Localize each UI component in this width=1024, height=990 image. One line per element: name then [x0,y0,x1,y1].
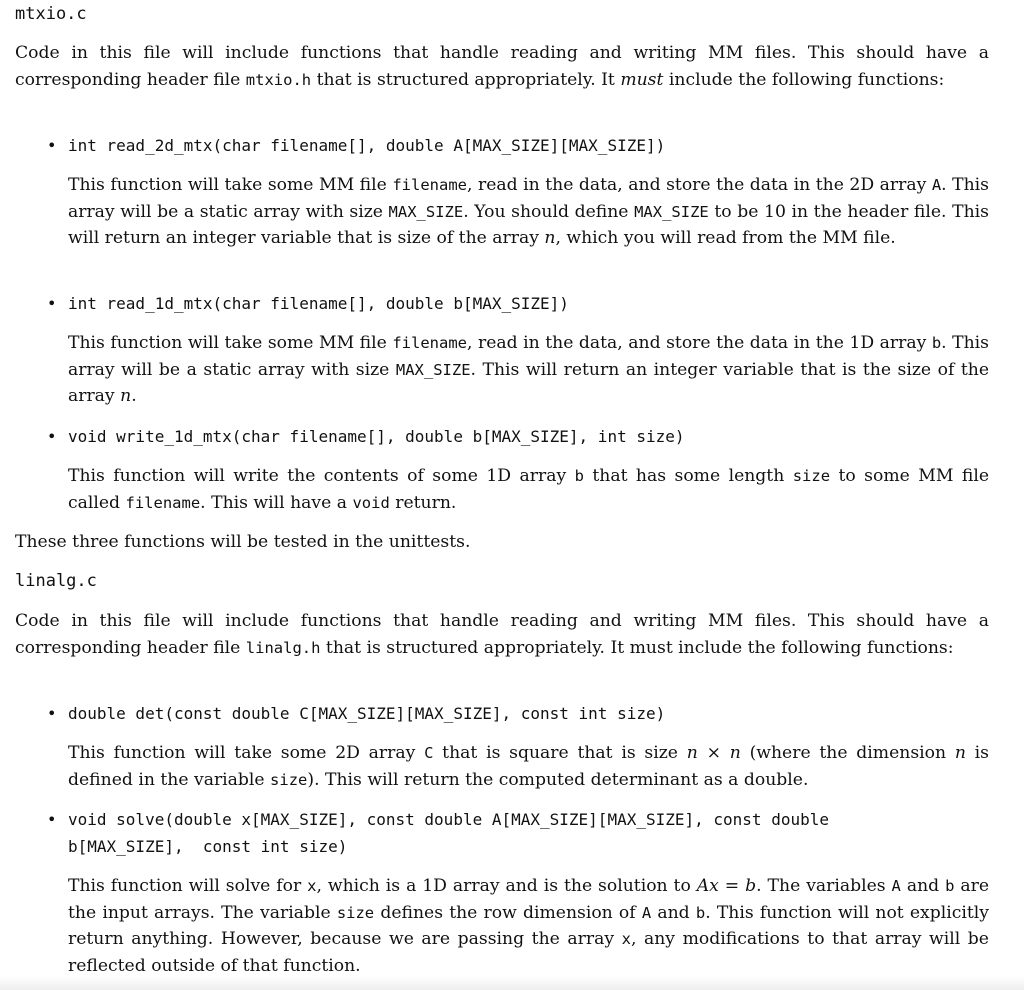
linalg-intro-paragraph: Code in this file will include functions that handle reading and writing MM files. This should have a corresponding header file linalg.h that is structured appropriately. It must include the following functions: [15,611,989,658]
mtxio-outro-paragraph: These three functions will be tested in the unittests. [15,532,471,552]
read-1d-mtx-description: This function will take some MM file filename, read in the data, and store the data in the 1D array b. This array will be a static array with size MAX_SIZE. This will return an integer variable that is the size of the array n. [68,333,990,406]
mtxio-intro-paragraph: Code in this file will include functions that handle reading and writing MM files. This should have a corresponding header file mtxio.h that is structured appropriately. It must include the following functions: [15,43,989,90]
write-1d-mtx-description: This function will write the contents of some 1D array b that has some length size to some MM file called filename. This will have a void return. [68,466,989,513]
bullet-icon: • [47,427,57,446]
function-signature-det: • double det(const double C[MAX_SIZE][MAX_SIZE], const int size) [47,701,989,728]
bullet-icon: • [47,810,57,829]
bottom-fade [0,976,1024,990]
function-signature-read-2d-mtx: • int read_2d_mtx(char filename[], double A[MAX_SIZE][MAX_SIZE]) [47,133,989,160]
section-title-linalg: linalg.c [15,571,97,591]
function-signature-write-1d-mtx: • void write_1d_mtx(char filename[], double b[MAX_SIZE], int size) [47,424,989,451]
read-2d-mtx-description: This function will take some MM file filename, read in the data, and store the data in the 2D array A. This array will be a static array with size MAX_SIZE. You should define MAX_SIZE to be 10 in the header file. This will return an integer variable that is size of the array n, which you will read from the MM file. [68,175,990,248]
solve-description: This function will solve for x, which is a 1D array and is the solution to Ax = b. The variables A and b are the input arrays. The variable size defines the row dimension of A and b. This function will not explicitly return anything. However, because we are passing the array x, any modifications to that array will be reflected outside of that function. [68,876,990,976]
bullet-icon: • [47,294,57,313]
section-title-mtxio: mtxio.c [15,4,87,24]
function-signature-read-1d-mtx: • int read_1d_mtx(char filename[], double b[MAX_SIZE]) [47,291,989,318]
function-signature-solve: • void solve(double x[MAX_SIZE], const double A[MAX_SIZE][MAX_SIZE], const double b[MAX_SIZE], const int size) [47,807,989,860]
bullet-icon: • [47,136,57,155]
det-description: This function will take some 2D array C that is square that is size n × n (where the dimension n is defined in the variable size). This will return the computed determinant as a double. [68,743,990,790]
bullet-icon: • [47,704,57,723]
